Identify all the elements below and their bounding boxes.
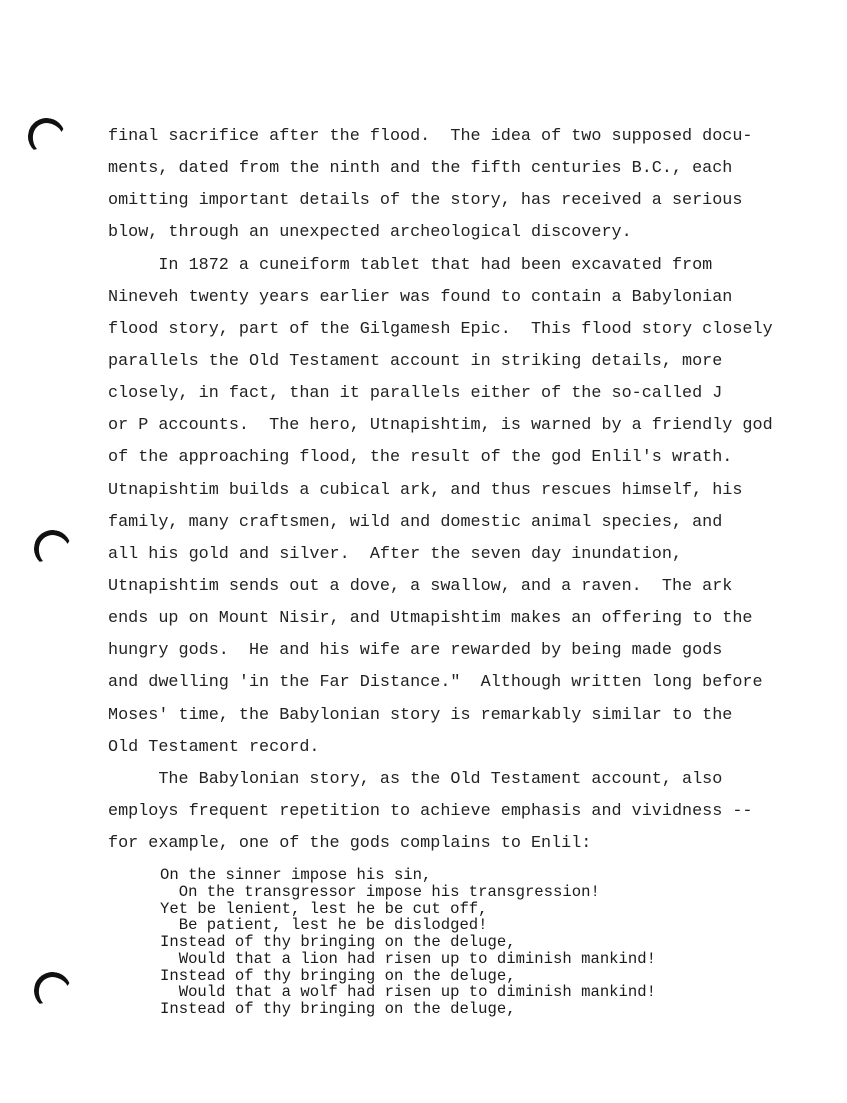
- quoted-poem: [160, 867, 656, 1018]
- text-line: Moses' time, the Babylonian story is remarkably similar to the: [108, 705, 733, 725]
- text-line: Old Testament record.: [108, 737, 320, 757]
- text-line: for example, one of the gods complains to Enlil:: [108, 834, 592, 854]
- body-text: [108, 121, 773, 860]
- text-line: family, many craftsmen, wild and domestic animal species, and: [108, 512, 723, 532]
- poem-line: On the transgressor impose his transgression!: [160, 882, 600, 901]
- text-line: of the approaching flood, the result of the god Enlil's wrath.: [108, 448, 733, 468]
- text-line: parallels the Old Testament account in striking details, more: [108, 351, 723, 371]
- text-line: employs frequent repetition to achieve emphasis and vividness --: [108, 801, 753, 821]
- text-line: In 1872 a cuneiform tablet that had been excavated from: [108, 255, 713, 275]
- text-line: ends up on Mount Nisir, and Utmapishtim makes an offering to the: [108, 609, 753, 629]
- text-line: or P accounts. The hero, Utnapishtim, is warned by a friendly god: [108, 416, 773, 436]
- poem-line: Would that a wolf had risen up to diminish mankind!: [160, 983, 656, 1002]
- text-line: Utnapishtim builds a cubical ark, and thus rescues himself, his: [108, 480, 743, 500]
- text-line: blow, through an unexpected archeological discovery.: [108, 223, 632, 243]
- poem-line: Be patient, lest he be dislodged!: [160, 916, 488, 935]
- text-line: closely, in fact, than it parallels either of the so-called J: [108, 384, 723, 404]
- poem-line: Yet be lenient, lest he be cut off,: [160, 899, 488, 918]
- poem-line: Would that a lion had risen up to diminish mankind!: [160, 949, 656, 968]
- text-line: hungry gods. He and his wife are rewarded by being made gods: [108, 641, 723, 661]
- text-line: flood story, part of the Gilgamesh Epic. This flood story closely: [108, 319, 773, 339]
- poem-line: Instead of thy bringing on the deluge,: [160, 933, 516, 951]
- poem-line: Instead of thy bringing on the deluge,: [160, 1000, 516, 1018]
- punch-hole-mark: [25, 115, 68, 158]
- text-line: Utnapishtim sends out a dove, a swallow, and a raven. The ark: [108, 576, 733, 596]
- poem-line: Instead of thy bringing on the deluge,: [160, 966, 516, 985]
- punch-hole-mark: [31, 969, 74, 1012]
- text-line: Nineveh twenty years earlier was found to contain a Babylonian: [108, 287, 733, 307]
- text-line: omitting important details of the story, has received a serious: [108, 191, 743, 211]
- text-line: final sacrifice after the flood. The idea of two supposed docu-: [108, 127, 753, 146]
- text-line: all his gold and silver. After the seven day inundation,: [108, 544, 683, 564]
- text-line: The Babylonian story, as the Old Testament account, also: [108, 769, 723, 789]
- text-line: and dwelling 'in the Far Distance." Although written long before: [108, 673, 763, 693]
- poem-line: On the sinner impose his sin,: [160, 866, 432, 884]
- text-line: ments, dated from the ninth and the fifth centuries B.C., each: [108, 159, 733, 179]
- punch-hole-mark: [31, 527, 74, 570]
